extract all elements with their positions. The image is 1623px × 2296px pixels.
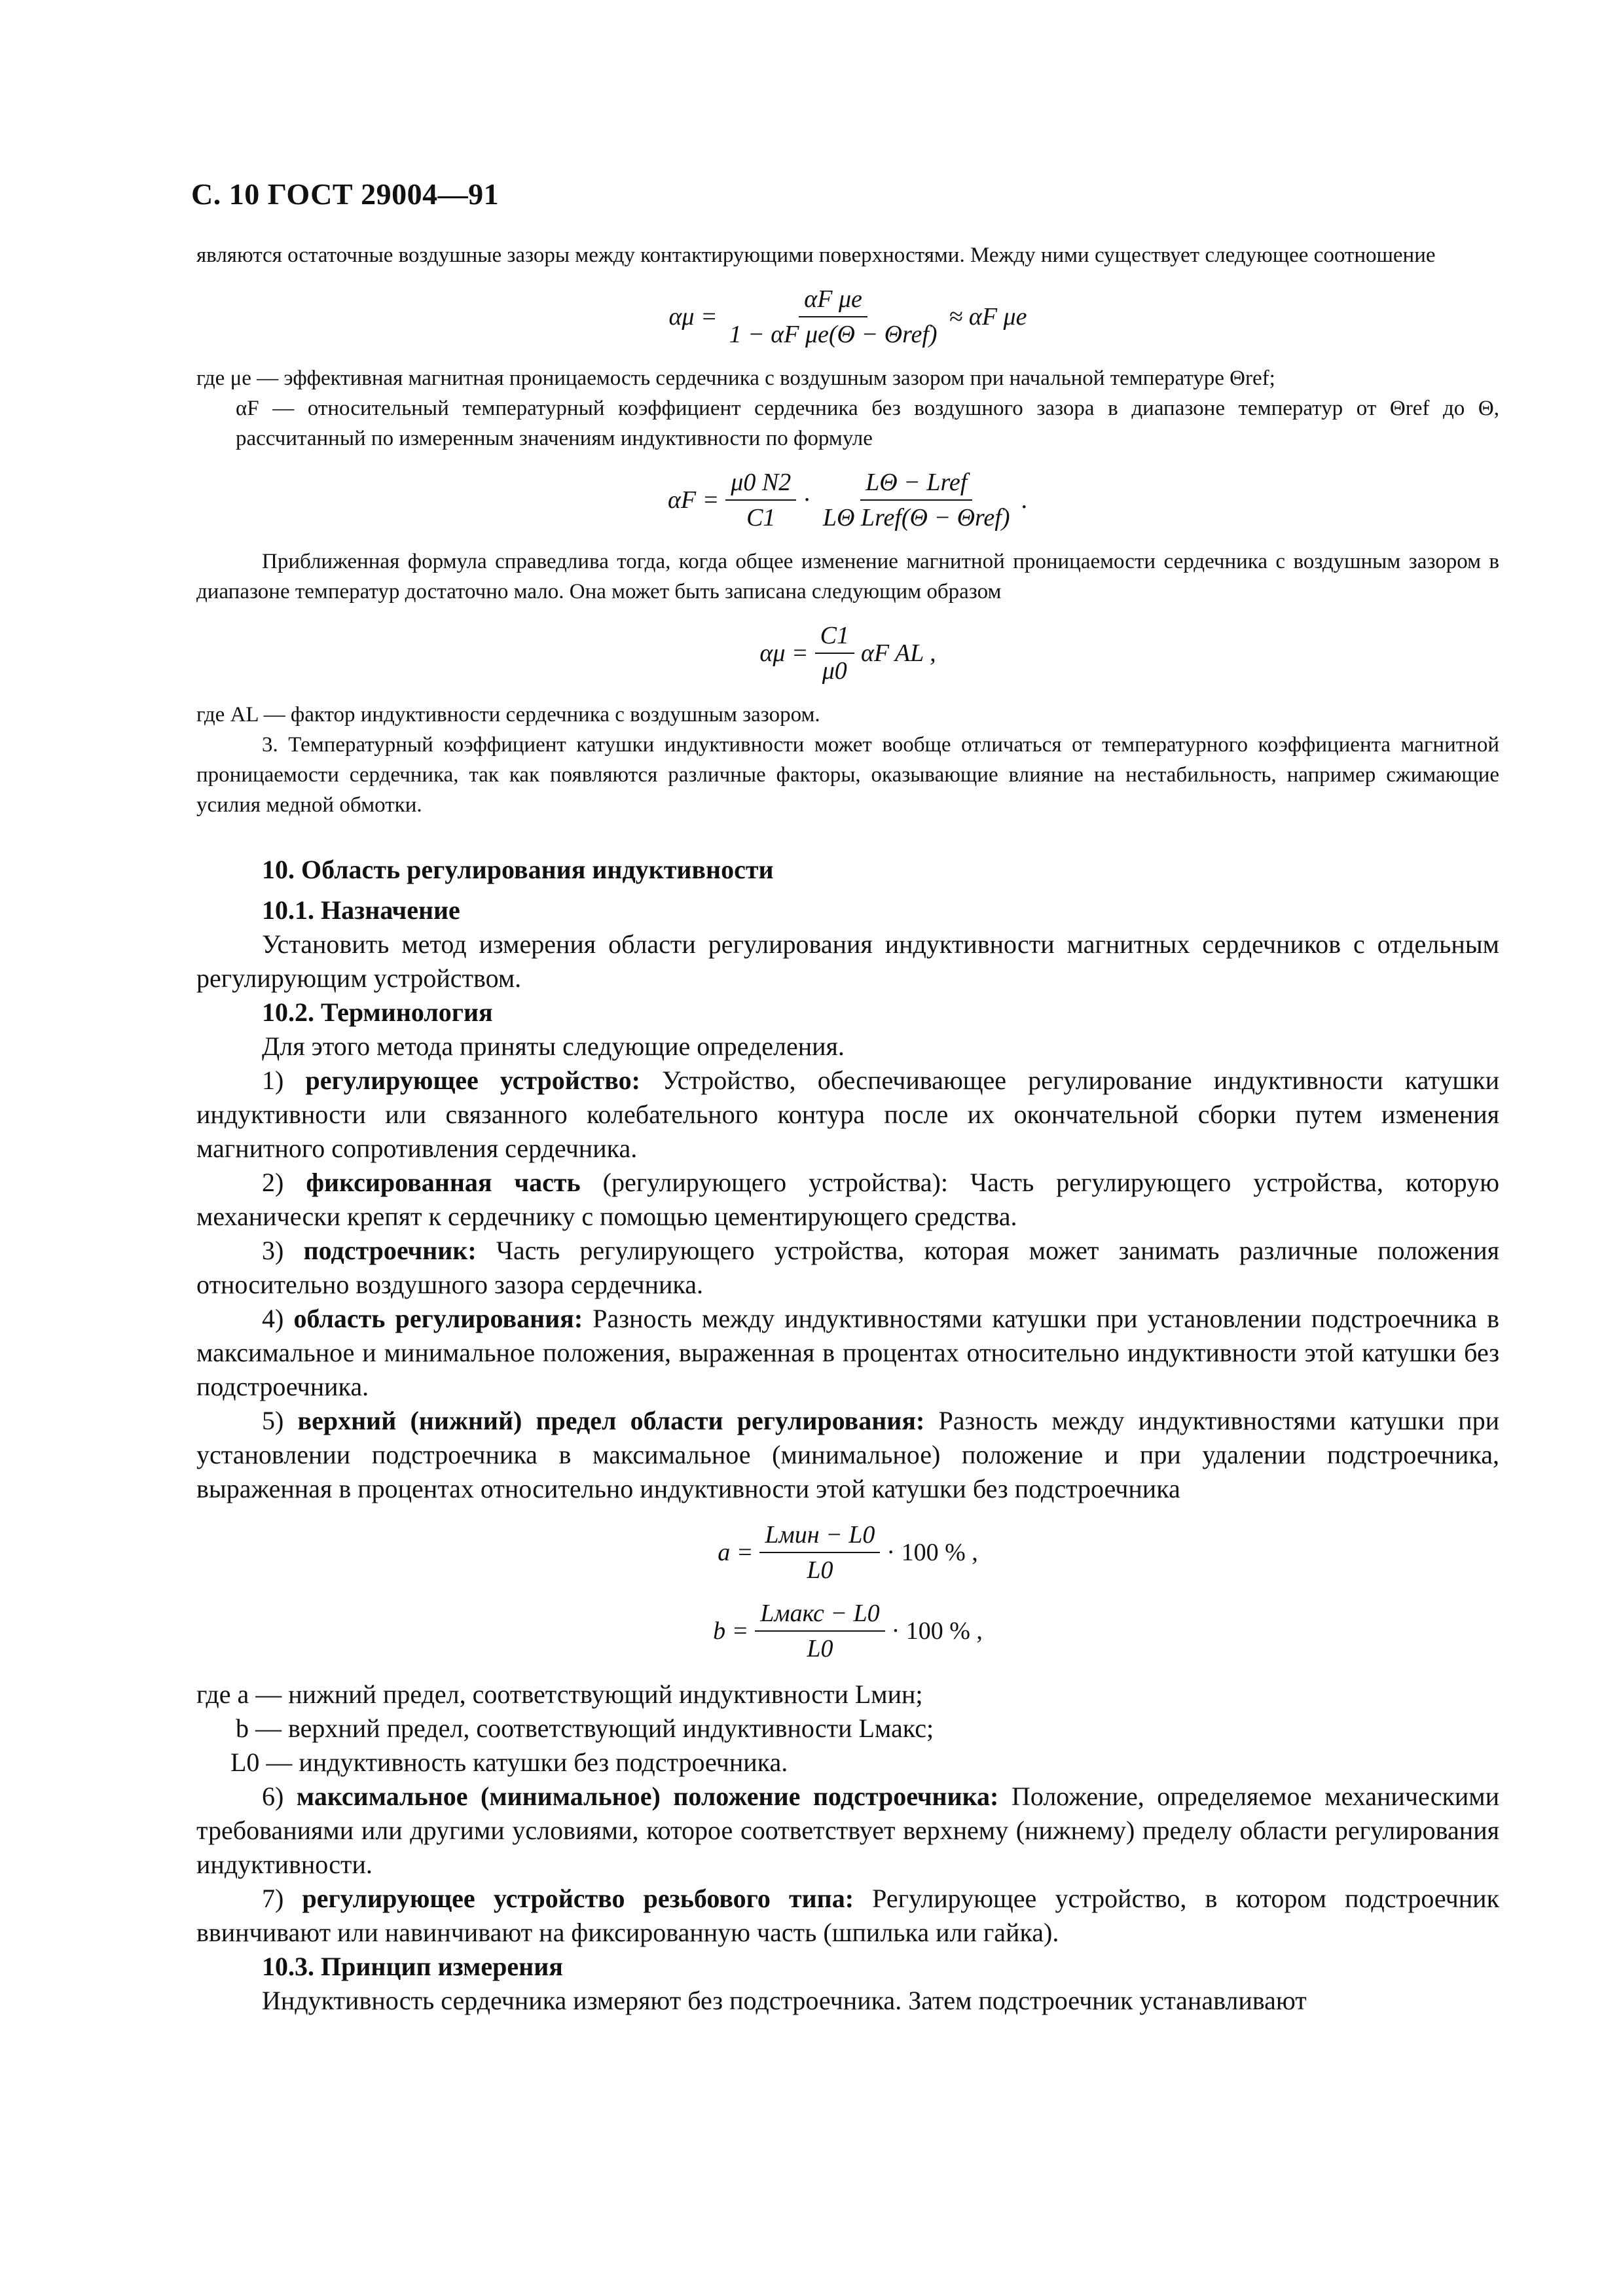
fraction [724,285,943,349]
numerator: αF μe [799,285,867,317]
numerator: C1 [815,621,854,654]
section-10-title: 10. Область регулирования индуктивности [262,855,774,884]
where-l0: L0 — индуктивность катушки без подстроечника. [230,1748,788,1777]
definition-6: 6) максимальное (минимальное) положение подстроечника: Положение, определяемое механическими требованиями или другими условиями, которое соответствует верхнему (нижнему) пределу области регулирования индуктивности. [196,1782,1500,1879]
section-10-1-title: 10.1. Назначение [262,895,460,925]
formula-rhs: αF AL , [860,639,936,667]
denominator: C1 [746,504,776,531]
denominator: L0 [807,1556,833,1584]
page-header: С. 10 ГОСТ 29004—91 [191,177,500,211]
formula-rhs: ≈ αF μe [949,303,1027,331]
formula-alpha-f: αF = $\frac{\mu 0 N2}{C1}$ · $\frac{\text{LΘ − Lref}}{\text{LΘ Lref(Θ − Θref)}}$ . [667,469,1029,531]
fraction [759,1520,880,1585]
fraction [755,1599,884,1663]
numerator: Lмакс − L0 [755,1599,884,1632]
definition-1: 1) регулирующее устройство: Устройство, обеспечивающее регулирование индуктивности катушки индуктивности или связанного колебательного контура после их окончательной сборки путем изменения магнитного сопротивления сердечника. [196,1066,1499,1163]
formula-alpha-mu-approx [196,621,1499,685]
definition-3: 3) подстроечник: Часть регулирующего устройства, которая может занимать различные положения относительно воздушного зазора сердечника. [196,1236,1499,1299]
definition-5: 5) верхний (нижний) предел области регулирования: Разность между индуктивностями катушки при установлении подстроечника в максимальное (минимальное) положение и при удалении подстроечника, выраженная в процентах относительно индуктивности этой катушки без подстроечника [196,1406,1499,1503]
where-mu-e: где μe — эффективная магнитная проницаемость сердечника с воздушным зазором при начальной температуре Θref; [196,367,1275,390]
denominator: μ0 [822,657,847,685]
principle-paragraph: Индуктивность сердечника измеряют без подстроечника. Затем подстроечник устанавливают [262,1986,1307,2015]
where-a: где a — нижний предел, соответствующий индуктивности Lмин; [196,1679,923,1709]
formula-end: . [1021,486,1029,514]
denominator: 1 − αF μe(Θ − Θref) [729,321,938,348]
item-3: 3. Температурный коэффициент катушки индуктивности может вообще отличаться от температурного коэффициента магнитной проницаемости сердечника, так как появляются различные факторы, оказывающие влияние на нестабильность, например сжимающие усилия медной обмотки. [196,733,1499,817]
formula-lhs: αμ = [759,639,809,667]
intro-paragraph: являются остаточные воздушные зазоры между контактирующими поверхностями. Между ними существует следующее соотношение [196,243,1436,267]
formula-rhs: · 100 % , [891,1617,983,1645]
where-alpha-f: αF — относительный температурный коэффициент сердечника без воздушного зазора в диапазоне температур от Θref до Θ, рассчитанный по измеренным значениям индуктивности по формуле [236,397,1499,450]
fraction-2 [818,468,1015,532]
denominator: LΘ Lref(Θ − Θref) [822,504,1010,531]
denominator: L0 [807,1635,833,1662]
fraction [815,621,854,685]
definition-4: 4) область регулирования: Разность между индуктивностями катушки при установлении подстроечника в максимальное и минимальное положения, выраженная в процентах относительно индуктивности этой катушки без подстроечника. [196,1304,1500,1401]
numerator: LΘ − Lref [860,468,972,501]
approx-paragraph: Приближенная формула справедлива тогда, когда общее изменение магнитной проницаемости сердечника с воздушным зазором в диапазоне температур достаточно мало. Она может быть записана следующим образом [196,550,1499,603]
section-10-3-title: 10.3. Принцип измерения [262,1952,563,1981]
formula-lhs: αF = [667,486,720,514]
formula-lhs: a = [718,1539,754,1566]
formula-alpha-mu [196,285,1499,349]
numerator: Lмин − L0 [759,1520,880,1553]
where-al: где AL — фактор индуктивности сердечника с воздушным зазором. [196,703,820,726]
formula-lhs: b = [713,1617,749,1645]
fraction-1 [725,468,796,532]
document-page [191,177,1500,2018]
numerator: μ0 N2 [725,468,796,501]
terminology-intro: Для этого метода приняты следующие определения. [262,1031,845,1061]
formula-b [196,1599,1499,1663]
formula-rhs: · 100 % , [886,1539,978,1566]
where-b: b — верхний предел, соответствующий индуктивности Lмакс; [236,1713,934,1743]
formula-a [196,1520,1499,1585]
definition-7: 7) регулирующее устройство резьбового типа: Регулирующее устройство, в котором подстроечник ввинчивают или навинчивают на фиксированную часть (шпилька или гайка). [196,1884,1500,1947]
purpose-paragraph: Установить метод измерения области регулирования индуктивности магнитных сердечников с отдельным регулирующим устройством. [196,929,1499,993]
section-10-2-title: 10.2. Терминология [262,997,493,1027]
definition-2: 2) фиксированная часть (регулирующего устройства): Часть регулирующего устройства, которую механически крепят к сердечнику с помощью цементирующего средства. [196,1168,1500,1231]
formula-lhs: αμ = [668,303,718,331]
